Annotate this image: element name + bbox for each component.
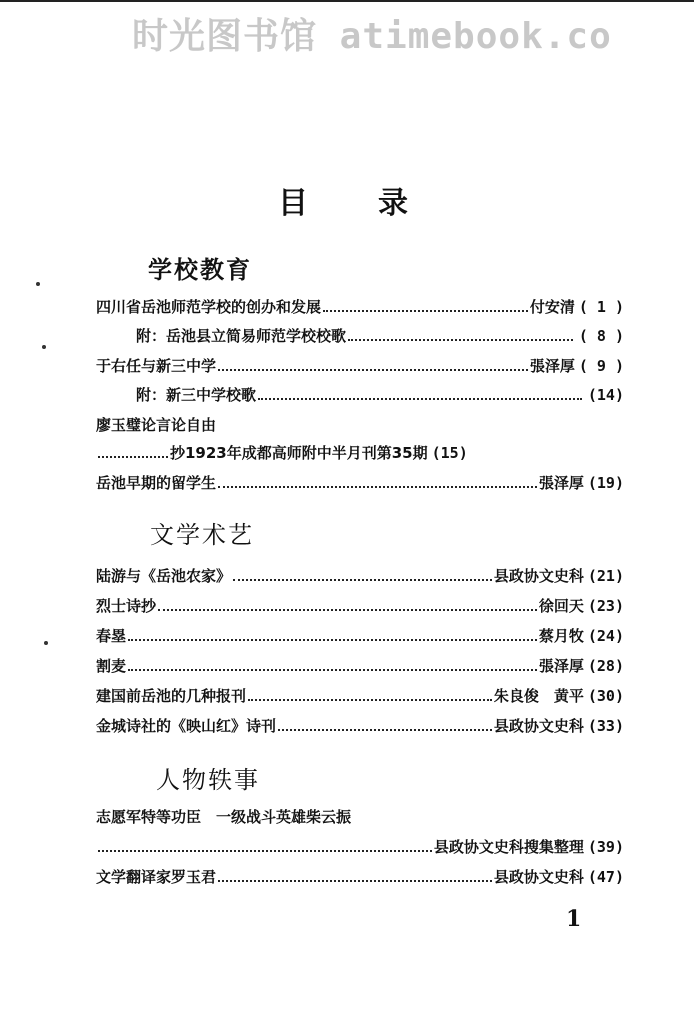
section-heading-literature-art: 文学术艺 (150, 521, 254, 549)
watermark: 时光图书馆 atimebook.co (132, 16, 612, 57)
toc-entry (96, 565, 624, 589)
entry-title: 附：新三中学校歌 (136, 386, 257, 404)
entry-title: 于右任与新三中学 (96, 357, 217, 375)
entry-page: (33) (587, 717, 624, 735)
entry-page: (30) (587, 687, 624, 705)
entry-page: (23) (587, 597, 624, 615)
dot-leader (323, 310, 528, 312)
page-number: 1 (566, 906, 582, 932)
entry-page: (19) (587, 474, 624, 492)
toc-entry (96, 836, 624, 860)
dot-leader (158, 609, 537, 611)
dot-leader (218, 369, 528, 371)
toc-entry (96, 472, 624, 496)
dot-leader (218, 880, 492, 882)
toc-entry (96, 685, 624, 709)
toc-entry (96, 655, 624, 679)
toc-entry (96, 715, 624, 739)
entry-title: 金城诗社的《映山红》诗刊 (96, 717, 277, 735)
entry-page: (39) (587, 838, 624, 856)
toc-entry (96, 625, 624, 649)
entry-author: 县政协文史科 (493, 567, 584, 585)
toc-entry (136, 325, 624, 349)
entry-page: ( 8 ) (578, 327, 624, 345)
entry-page: (24) (587, 627, 624, 645)
toc-entry (96, 296, 624, 320)
entry-title: 岳池早期的留学生 (96, 474, 217, 492)
toc-entry (96, 442, 624, 466)
dot-leader (98, 456, 168, 458)
scan-speck (44, 641, 48, 645)
entry-page: (14) (587, 386, 624, 404)
toc-entry (96, 355, 624, 379)
entry-author: 县政协文史科搜集整理 (433, 838, 584, 856)
dot-leader (258, 398, 582, 400)
scan-speck (36, 282, 40, 286)
toc-entry (136, 384, 624, 408)
page-title: 目录 (278, 186, 478, 221)
entry-author: 張泽厚 (538, 474, 584, 492)
entry-page: (28) (587, 657, 624, 675)
entry-author: 县政协文史科 (493, 717, 584, 735)
section-heading-school-education: 学校教育 (148, 256, 252, 284)
dot-leader (98, 850, 432, 852)
entry-title: 廖玉璧论言论自由 (96, 416, 217, 434)
entry-title: 附：岳池县立简易师范学校校歌 (136, 327, 347, 345)
entry-page: ( 9 ) (578, 357, 624, 375)
entry-author: 張泽厚 (529, 357, 575, 375)
dot-leader (278, 729, 492, 731)
entry-author: 县政协文史科 (493, 868, 584, 886)
entry-title: 烈士诗抄 (96, 597, 157, 615)
entry-source: 抄1923年成都高师附中半月刊第35期 (170, 444, 428, 462)
entry-page: ( 1 ) (578, 298, 624, 316)
entry-title: 志愿军特等功臣 一级战斗英雄柴云振 (96, 808, 352, 826)
entry-title: 春塁 (96, 627, 127, 645)
dot-leader (128, 669, 537, 671)
dot-leader (218, 486, 537, 488)
top-border (0, 0, 694, 2)
entry-page: (47) (587, 868, 624, 886)
entry-title: 建国前岳池的几种报刊 (96, 687, 247, 705)
entry-title: 陆游与《岳池农家》 (96, 567, 232, 585)
entry-page: (15) (431, 444, 468, 462)
entry-author: 朱良俊 黄平 (493, 687, 584, 705)
entry-author: 徐回天 (538, 597, 584, 615)
toc-entry (96, 866, 624, 890)
entry-title: 四川省岳池师范学校的创办和发展 (96, 298, 322, 316)
dot-leader (248, 699, 492, 701)
section-heading-biographies: 人物轶事 (156, 766, 260, 794)
dot-leader (233, 579, 492, 581)
dot-leader (128, 639, 537, 641)
entry-page: (21) (587, 567, 624, 585)
entry-author: 張泽厚 (538, 657, 584, 675)
entry-title: 割麦 (96, 657, 127, 675)
dot-leader (348, 339, 573, 341)
entry-author: 蔡月牧 (538, 627, 584, 645)
entry-author: 付安清 (529, 298, 575, 316)
toc-entry (96, 595, 624, 619)
scan-speck (42, 345, 46, 349)
entry-title: 文学翻译家罗玉君 (96, 868, 217, 886)
